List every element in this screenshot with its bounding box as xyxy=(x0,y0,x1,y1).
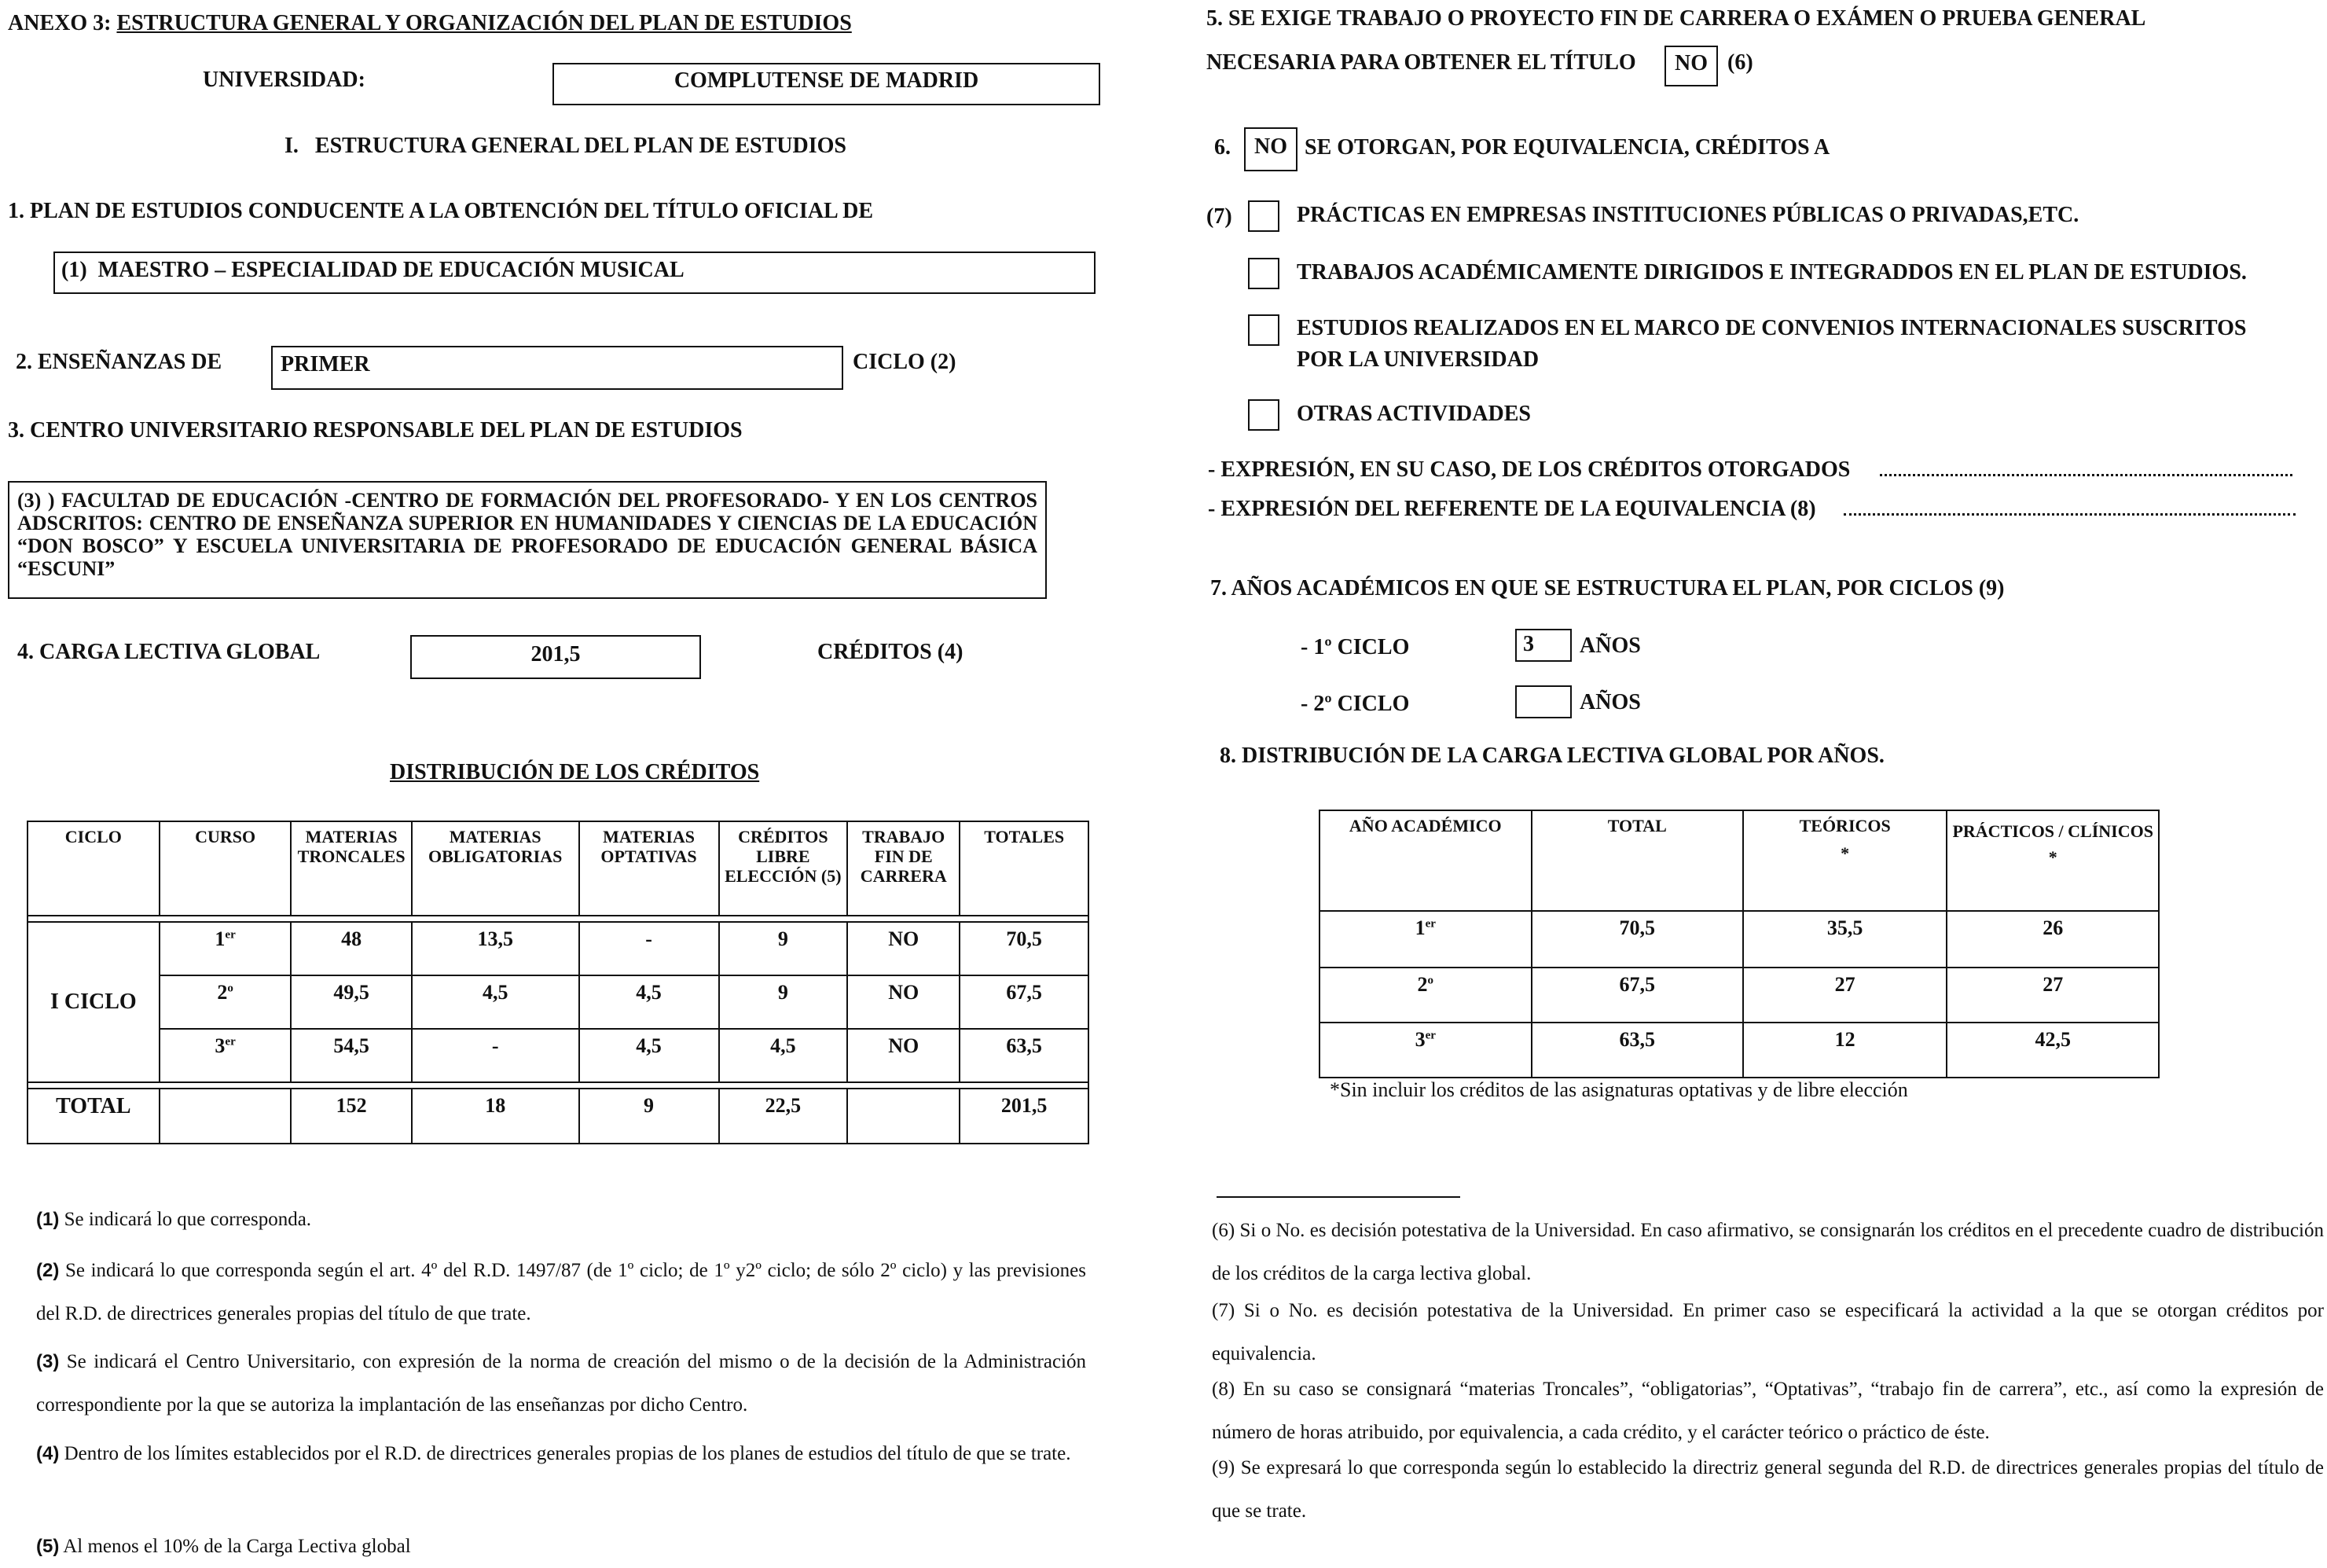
cycle2-label: - 2º CICLO xyxy=(1301,692,1410,716)
trabajo-cell: NO xyxy=(847,922,960,975)
right-note-9: (9) Se expresará lo que corresponda según lo establecido la directriz general segunda del R.D. de directrices generales propias del título de que se trate. xyxy=(1212,1457,2324,1522)
obligatorias-cell: - xyxy=(412,1029,579,1082)
checkbox-otras[interactable] xyxy=(1248,399,1279,431)
practicos-cell: 26 xyxy=(1947,911,2159,968)
item4-suffix: CRÉDITOS (4) xyxy=(817,640,963,664)
header-optativas: MATERIAS OPTATIVAS xyxy=(579,821,719,916)
item6-prefix: 6. xyxy=(1214,135,1231,160)
checkbox-practicas[interactable] xyxy=(1248,200,1279,232)
cycle2-years: AÑOS xyxy=(1580,690,1641,714)
annex-title: ESTRUCTURA GENERAL Y ORGANIZACIÓN DEL PLAN DE ESTUDIOS xyxy=(116,11,852,35)
expression-credits-dots xyxy=(1880,474,2292,476)
expression-credits: - EXPRESIÓN, EN SU CASO, DE LOS CRÉDITOS OTORGADOS xyxy=(1208,457,1851,482)
troncales-cell: 54,5 xyxy=(291,1029,411,1082)
year-sup: er xyxy=(1425,917,1436,931)
right-note-6: (6) Si o No. es decisión potestativa de la Universidad. En caso afirmativo, se consignarán los créditos en el precedente cuadro de distribución de los créditos de la carga lectiva global. xyxy=(1212,1220,2324,1284)
item5-line2: NECESARIA PARA OBTENER EL TÍTULO xyxy=(1206,50,1636,75)
note-text: Se indicará lo que corresponda. xyxy=(64,1209,312,1230)
total-troncales: 152 xyxy=(291,1089,411,1144)
optativas-cell: 4,5 xyxy=(579,975,719,1029)
curso-sup: er xyxy=(225,1035,236,1048)
item6-value: NO xyxy=(1254,134,1287,159)
obligatorias-cell: 13,5 xyxy=(412,922,579,975)
total-trabajo xyxy=(847,1089,960,1144)
header-teoricos xyxy=(1743,810,1947,911)
libre-cell: 4,5 xyxy=(719,1029,848,1082)
teoricos-cell: 35,5 xyxy=(1743,911,1947,968)
right-note-8: (8) En su caso se consignará “materias Troncales”, “obligatorias”, “Optativas”, “trabajo fin de carrera”, etc., así como la expresión de número de horas atribuido, por equivalencia, a cada crédito, y el carácter teórico o práctico de éste. xyxy=(1212,1379,2324,1443)
practicos-cell: 42,5 xyxy=(1947,1023,2159,1078)
note-text: Al menos el 10% de la Carga Lectiva global xyxy=(63,1536,411,1557)
item5-line1: 5. SE EXIGE TRABAJO O PROYECTO FIN DE CARRERA O EXÁMEN O PRUEBA GENERAL xyxy=(1206,6,2146,31)
header-total: TOTAL xyxy=(1532,810,1743,911)
year-sup: er xyxy=(1425,1029,1436,1042)
header-year: AÑO ACADÉMICO xyxy=(1319,810,1532,911)
left-note-2 xyxy=(36,1249,1086,1335)
right-note-7: (7) Si o No. es decisión potestativa de la Universidad. En primer caso se especificará la actividad a la que se otorgan créditos por equivalencia. xyxy=(1212,1300,2324,1364)
header-trabajo: TRABAJO FIN DE CARRERA xyxy=(847,821,960,916)
item8-title: 8. DISTRIBUCIÓN DE LA CARGA LECTIVA GLOBAL POR AÑOS. xyxy=(1220,744,1885,768)
item2-label: 2. ENSEÑANZAS DE xyxy=(16,350,222,374)
note-text: Dentro de los límites establecidos por el R.D. de directrices generales propias de los planes de estudios del título de que se trate. xyxy=(64,1443,1071,1464)
year-sup: o xyxy=(1427,974,1434,987)
item7-marker: (7) xyxy=(1206,204,1232,229)
load-field xyxy=(410,635,701,679)
note-number: (1) xyxy=(36,1209,60,1230)
obligatorias-cell: 4,5 xyxy=(412,975,579,1029)
university-value: COMPLUTENSE DE MADRID xyxy=(674,68,979,93)
years-table-footnote: *Sin incluir los créditos de las asignaturas optativas y de libre elección xyxy=(1330,1078,1908,1101)
header-practicos xyxy=(1947,810,2159,911)
teoricos-cell: 27 xyxy=(1743,968,1947,1023)
item1-label: 1. PLAN DE ESTUDIOS CONDUCENTE A LA OBTENCIÓN DEL TÍTULO OFICIAL DE xyxy=(8,199,874,223)
header-practicos-label: PRÁCTICOS / CLÍNICOS xyxy=(1952,821,2153,841)
total-cell: 70,5 xyxy=(1532,911,1743,968)
checkbox-estudios[interactable] xyxy=(1248,314,1279,346)
cycle1-value: 3 xyxy=(1523,632,1534,656)
checkbox-label-estudios-2: POR LA UNIVERSIDAD xyxy=(1297,347,1540,372)
load-value: 201,5 xyxy=(530,642,581,666)
left-note-1 xyxy=(36,1198,1086,1241)
table-row xyxy=(28,975,1088,1029)
optativas-cell: 4,5 xyxy=(579,1029,719,1082)
expression-referent-dots xyxy=(1844,513,2296,516)
note-number: (2) xyxy=(36,1260,60,1281)
practicos-cell: 27 xyxy=(1947,968,2159,1023)
total-cell: 67,5 xyxy=(1532,968,1743,1023)
curso-cell: 2 xyxy=(217,981,228,1004)
item6-text: SE OTORGAN, POR EQUIVALENCIA, CRÉDITOS A xyxy=(1305,135,1830,160)
checkbox-label-otras: OTRAS ACTIVIDADES xyxy=(1297,402,1531,426)
credits-table xyxy=(27,821,1089,1144)
annex-prefix: ANEXO 3: xyxy=(8,11,112,35)
credits-header-row xyxy=(28,821,1088,916)
total-label: TOTAL xyxy=(28,1089,160,1144)
totales-cell: 70,5 xyxy=(960,922,1088,975)
curso-sup: o xyxy=(227,982,233,995)
header-practicos-star: * xyxy=(2048,847,2057,867)
optativas-cell: - xyxy=(579,922,719,975)
table-row xyxy=(28,1029,1088,1082)
left-note-4 xyxy=(36,1432,1086,1475)
curso-sup: er xyxy=(225,928,236,942)
center-value: (3) ) FACULTAD DE EDUCACIÓN -CENTRO DE FORMACIÓN DEL PROFESORADO- Y EN LOS CENTROS ADSCRITOS: CENTRO DE ENSEÑANZA SUPERIOR EN HUMANIDADES Y CIENCIAS DE LA EDUCACIÓN “DON BOSCO” Y ESCUELA UNIVERSITARIA DE PROFESORADO DE EDUCACIÓN GENERAL BÁSICA “ESCUNI” xyxy=(17,489,1037,580)
left-note-5 xyxy=(36,1525,1086,1568)
header-teoricos-label: TEÓRICOS xyxy=(1799,816,1891,835)
cycle1-box xyxy=(1515,629,1572,662)
trabajo-cell: NO xyxy=(847,975,960,1029)
annex-heading xyxy=(8,11,852,36)
note-number: (3) xyxy=(36,1351,60,1372)
university-label: UNIVERSIDAD: xyxy=(203,68,365,92)
troncales-cell: 49,5 xyxy=(291,975,411,1029)
curso-cell: 1 xyxy=(215,927,226,950)
total-obligatorias: 18 xyxy=(412,1089,579,1144)
header-ciclo: CICLO xyxy=(28,821,160,916)
note-number: (4) xyxy=(36,1443,60,1464)
center-field xyxy=(8,481,1047,599)
left-note-3 xyxy=(36,1340,1086,1427)
header-totales: TOTALES xyxy=(960,821,1088,916)
item5-value: NO xyxy=(1675,51,1708,75)
curso-cell: 3 xyxy=(215,1034,226,1057)
degree-value: (1) MAESTRO – ESPECIALIDAD DE EDUCACIÓN MUSICAL xyxy=(61,258,685,282)
checkbox-label-estudios: ESTUDIOS REALIZADOS EN EL MARCO DE CONVENIOS INTERNACIONALES SUSCRITOS xyxy=(1297,316,2247,340)
total-row xyxy=(28,1089,1088,1144)
header-teoricos-star: * xyxy=(1841,843,1850,863)
cycle2-box xyxy=(1515,685,1572,718)
libre-cell: 9 xyxy=(719,922,848,975)
header-libre: CRÉDITOS LIBRE ELECCIÓN (5) xyxy=(719,821,848,916)
table-row xyxy=(28,922,1088,975)
item4-label: 4. CARGA LECTIVA GLOBAL xyxy=(17,640,321,664)
cycle-field xyxy=(271,346,843,390)
section-title: I. ESTRUCTURA GENERAL DEL PLAN DE ESTUDIOS xyxy=(284,134,846,158)
total-cell: 63,5 xyxy=(1532,1023,1743,1078)
item5-box xyxy=(1665,46,1718,86)
table-row xyxy=(1319,911,2159,968)
cycle1-label: - 1º CICLO xyxy=(1301,635,1410,659)
total-totales: 201,5 xyxy=(960,1089,1088,1144)
note-text: Se indicará el Centro Universitario, con expresión de la norma de creación del mismo o de la decisión de la Administración correspondiente por la que se autoriza la implantación de las enseñanzas por dicho Centro. xyxy=(36,1351,1086,1416)
note-number: (5) xyxy=(36,1536,60,1557)
note-text: Se indicará lo que corresponda según el art. 4º del R.D. 1497/87 (de 1º ciclo; de 1º y2º ciclo; de sólo 2º ciclo) y las previsiones del R.D. de directrices generales propias del título de que trate. xyxy=(36,1260,1086,1324)
expression-referent: - EXPRESIÓN DEL REFERENTE DE LA EQUIVALENCIA (8) xyxy=(1208,497,1816,521)
cycle1-years: AÑOS xyxy=(1580,633,1641,658)
teoricos-cell: 12 xyxy=(1743,1023,1947,1078)
troncales-cell: 48 xyxy=(291,922,411,975)
cycle-cell: I CICLO xyxy=(28,922,160,1082)
header-curso: CURSO xyxy=(160,821,292,916)
checkbox-label-trabajos: TRABAJOS ACADÉMICAMENTE DIRIGIDOS E INTEGRADDOS EN EL PLAN DE ESTUDIOS. xyxy=(1297,260,2247,285)
item7-title: 7. AÑOS ACADÉMICOS EN QUE SE ESTRUCTURA EL PLAN, POR CICLOS (9) xyxy=(1210,576,2005,600)
libre-cell: 9 xyxy=(719,975,848,1029)
checkbox-trabajos[interactable] xyxy=(1248,258,1279,289)
cycle-value: PRIMER xyxy=(281,352,370,376)
year-cell: 2 xyxy=(1417,973,1428,996)
footnote-divider xyxy=(1217,1196,1460,1198)
table-row xyxy=(1319,968,2159,1023)
checkbox-label-practicas: PRÁCTICAS EN EMPRESAS INSTITUCIONES PÚBLICAS O PRIVADAS,ETC. xyxy=(1297,203,2079,227)
degree-field xyxy=(53,252,1096,294)
total-libre: 22,5 xyxy=(719,1089,848,1144)
item3-label: 3. CENTRO UNIVERSITARIO RESPONSABLE DEL PLAN DE ESTUDIOS xyxy=(8,418,743,442)
trabajo-cell: NO xyxy=(847,1029,960,1082)
years-header-row xyxy=(1319,810,2159,911)
header-obligatorias: MATERIAS OBLIGATORIAS xyxy=(412,821,579,916)
table-row xyxy=(1319,1023,2159,1078)
year-cell: 1 xyxy=(1415,916,1426,939)
totales-cell: 63,5 xyxy=(960,1029,1088,1082)
totales-cell: 67,5 xyxy=(960,975,1088,1029)
item6-box xyxy=(1244,127,1297,171)
years-table xyxy=(1319,810,2160,1078)
header-troncales: MATERIAS TRONCALES xyxy=(291,821,411,916)
university-field xyxy=(552,63,1100,105)
total-curso xyxy=(160,1089,292,1144)
item5-suffix: (6) xyxy=(1727,50,1753,75)
year-cell: 3 xyxy=(1415,1028,1426,1051)
item2-suffix: CICLO (2) xyxy=(853,350,956,374)
total-optativas: 9 xyxy=(579,1089,719,1144)
distribution-title: DISTRIBUCIÓN DE LOS CRÉDITOS xyxy=(390,760,760,784)
